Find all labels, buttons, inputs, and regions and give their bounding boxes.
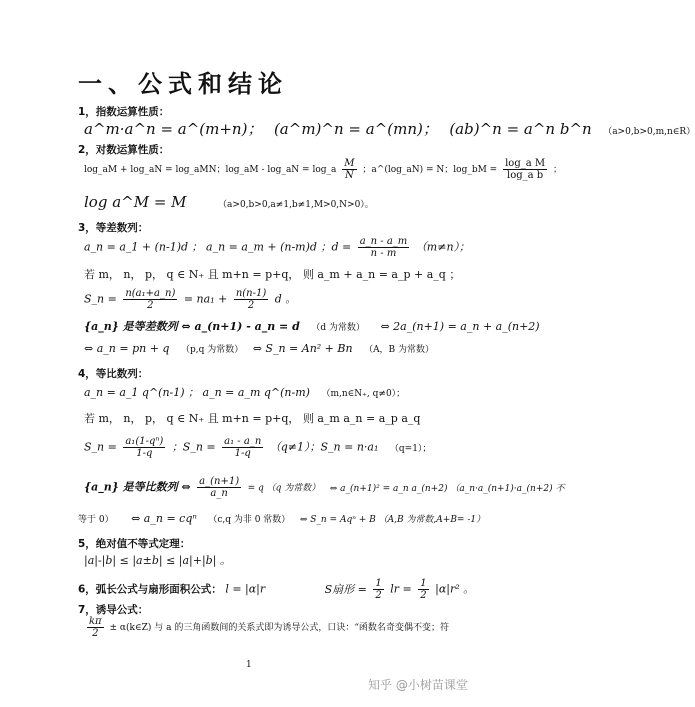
section-6-heading: 6，弧长公式与扇形面积公式： — [78, 583, 222, 596]
induction-formula-line — [84, 616, 449, 639]
geo-sum: （q≠1）；S_n = n·a₁ — [269, 440, 379, 454]
arith-line-1 — [84, 236, 470, 259]
numerator: 1 — [420, 578, 427, 589]
fraction — [358, 236, 410, 259]
denominator: 1-q — [136, 448, 153, 459]
section-1-heading: 1，指数运算性质： — [78, 106, 170, 118]
geo-criterion: ⇔ a_n = cqⁿ — [131, 512, 197, 525]
arith-line-4 — [84, 318, 540, 334]
section-6-line — [78, 578, 474, 601]
log-formula-text: ；a^(log_aN) = N；log_bM = — [362, 165, 498, 175]
section-3-heading: 3，等差数列： — [78, 222, 149, 234]
denominator: log_a b — [507, 170, 544, 181]
denominator: 2 — [375, 590, 382, 601]
arith-formula: a_n = a_1 + (n-1)d ； a_n = a_m + (n-m)d ；d = — [84, 240, 352, 254]
denominator: 1-q — [234, 448, 251, 459]
section-4-heading: 4，等比数列： — [78, 368, 149, 380]
geo-criterion: 等于 0） — [78, 515, 114, 525]
fraction — [503, 158, 547, 181]
fraction — [234, 288, 268, 311]
arith-criterion-note: （d 为常数） — [311, 323, 365, 333]
arith-line-3 — [84, 288, 296, 311]
log-condition: （a>0,b>0,a≠1,b≠1,M>0,N>0）。 — [218, 200, 374, 210]
geo-line-1 — [84, 384, 405, 400]
fraction — [123, 436, 165, 459]
arith-sum: S_n = — [84, 292, 117, 306]
section-2-heading: 2，对数运算性质： — [78, 144, 170, 156]
fraction — [197, 476, 241, 499]
exponent-formula-2: (a^m)^n = a^(mn)； — [273, 120, 438, 138]
exponent-formulas — [84, 118, 695, 139]
section-7-heading: 7，诱导公式： — [78, 604, 149, 616]
denominator: 2 — [92, 628, 99, 639]
geo-condition: （q=1）； — [389, 443, 432, 454]
arith-criterion: {a_n} 是等差数列 ⇔ a_(n+1) - a_n = d — [84, 320, 300, 333]
sector-area-formula: S扇形 = — [324, 582, 367, 596]
geo-formula: a_n = a_1 q^(n-1) ； a_n = a_m q^(n-m) — [84, 386, 310, 399]
fraction — [418, 578, 428, 601]
log-formula-text: log_aM + log_aN = log_aMN；log_aM - log_aN = — [84, 165, 310, 175]
numerator: a₁(1-qⁿ) — [125, 436, 164, 447]
page-title: 一、公式和结论 — [78, 70, 288, 98]
abs-inequality: |a|-|b| ≤ |a±b| ≤ |a|+|b| 。 — [84, 554, 231, 567]
geo-criterion: {a_n} 是等比数列 ⇔ — [84, 480, 191, 494]
exponent-formula-1: a^m·a^n = a^(m+n)； — [84, 120, 263, 138]
arith-criterion: ⇔ a_n = pn + q — [84, 342, 170, 355]
fraction — [373, 578, 383, 601]
arith-sum: d 。 — [274, 292, 297, 306]
arith-line-2: 若 m， n， p， q ∈ N₊ 且 m+n = p+q， 则 a_m + a_n = a_p + a_q ； — [84, 268, 461, 281]
sector-area-formula: |α|r² 。 — [435, 582, 475, 596]
fraction — [123, 288, 177, 311]
numerator: a₁ - a_n — [224, 436, 262, 447]
geo-condition: （m,n∈N₊, q≠0）； — [321, 389, 406, 399]
fraction — [222, 436, 263, 459]
denominator: 2 — [147, 300, 154, 311]
numerator: n(n-1) — [235, 288, 267, 299]
numerator: log_a M — [505, 158, 546, 169]
numerator: a_n - a_m — [359, 236, 408, 247]
geo-criterion: = q （q 为常数） — [247, 483, 321, 494]
denominator: 2 — [247, 300, 255, 311]
log-formula-text: log_a — [312, 165, 337, 175]
geo-sum: ；S_n = — [171, 440, 216, 454]
arith-sum: = na₁ + — [183, 292, 228, 306]
geo-sum: S_n = — [84, 440, 117, 454]
log-formulas-line-2 — [84, 193, 374, 211]
geo-line-4 — [84, 476, 564, 499]
arith-criterion: ⇔ 2a_(n+1) = a_n + a_(n+2) — [380, 320, 540, 333]
log-formula-text: ； — [552, 165, 562, 175]
denominator: 2 — [420, 590, 427, 601]
arc-length-formula: l = |α|r — [225, 582, 266, 596]
arith-criterion-note: （A，B 为常数） — [364, 345, 435, 355]
arith-line-5 — [84, 342, 434, 355]
sector-area-formula: lr = — [390, 582, 412, 596]
denominator: N — [345, 170, 354, 181]
geo-condition: （c,q 为非 0 常数） — [208, 515, 291, 525]
page-number: 1 — [246, 660, 252, 670]
log-identity: log a^M = M — [84, 193, 187, 211]
fraction — [342, 158, 356, 181]
numerator: kπ — [89, 616, 102, 627]
geo-criterion: ⇔ S_n = Aqⁿ + B （A,B 为常数,A+B= -1） — [299, 515, 486, 525]
geo-line-3 — [84, 436, 431, 459]
induction-formula-text: ± α(k∈Z) 与 a 的三角函数间的关系式即为诱导公式，口诀：“函数名奇变偶不变；符 — [109, 623, 449, 633]
exponent-condition: （a>0,b>0,m,n∈R） — [603, 127, 695, 137]
numerator: 1 — [375, 578, 382, 589]
geo-line-5 — [78, 512, 485, 525]
geo-criterion: ⇔ a_(n+1)² = a_n a_(n+2) （a_n·a_(n+1)·a_(n+2) 不 — [329, 483, 565, 494]
fraction — [87, 616, 104, 639]
arith-criterion: ⇔ S_n = An² + Bn — [252, 342, 353, 355]
numerator: n(a₁+a_n) — [125, 288, 176, 299]
numerator: M — [344, 158, 355, 169]
geo-line-2: 若 m， n， p， q ∈ N₊ 且 m+n = p+q， 则 a_m a_n = a_p a_q — [84, 412, 421, 425]
watermark: 知乎 @小树苗课堂 — [368, 678, 468, 692]
log-formulas-line-1 — [84, 158, 562, 181]
section-5-heading: 5，绝对值不等式定理： — [78, 538, 191, 550]
denominator: n - m — [370, 248, 397, 259]
arith-formula: （m≠n）； — [415, 240, 471, 254]
numerator: a_(n+1) — [199, 476, 240, 487]
denominator: a_n — [210, 488, 228, 499]
arith-criterion-note: （p,q 为常数） — [180, 345, 244, 355]
exponent-formula-3: (ab)^n = a^n b^n — [449, 120, 592, 138]
